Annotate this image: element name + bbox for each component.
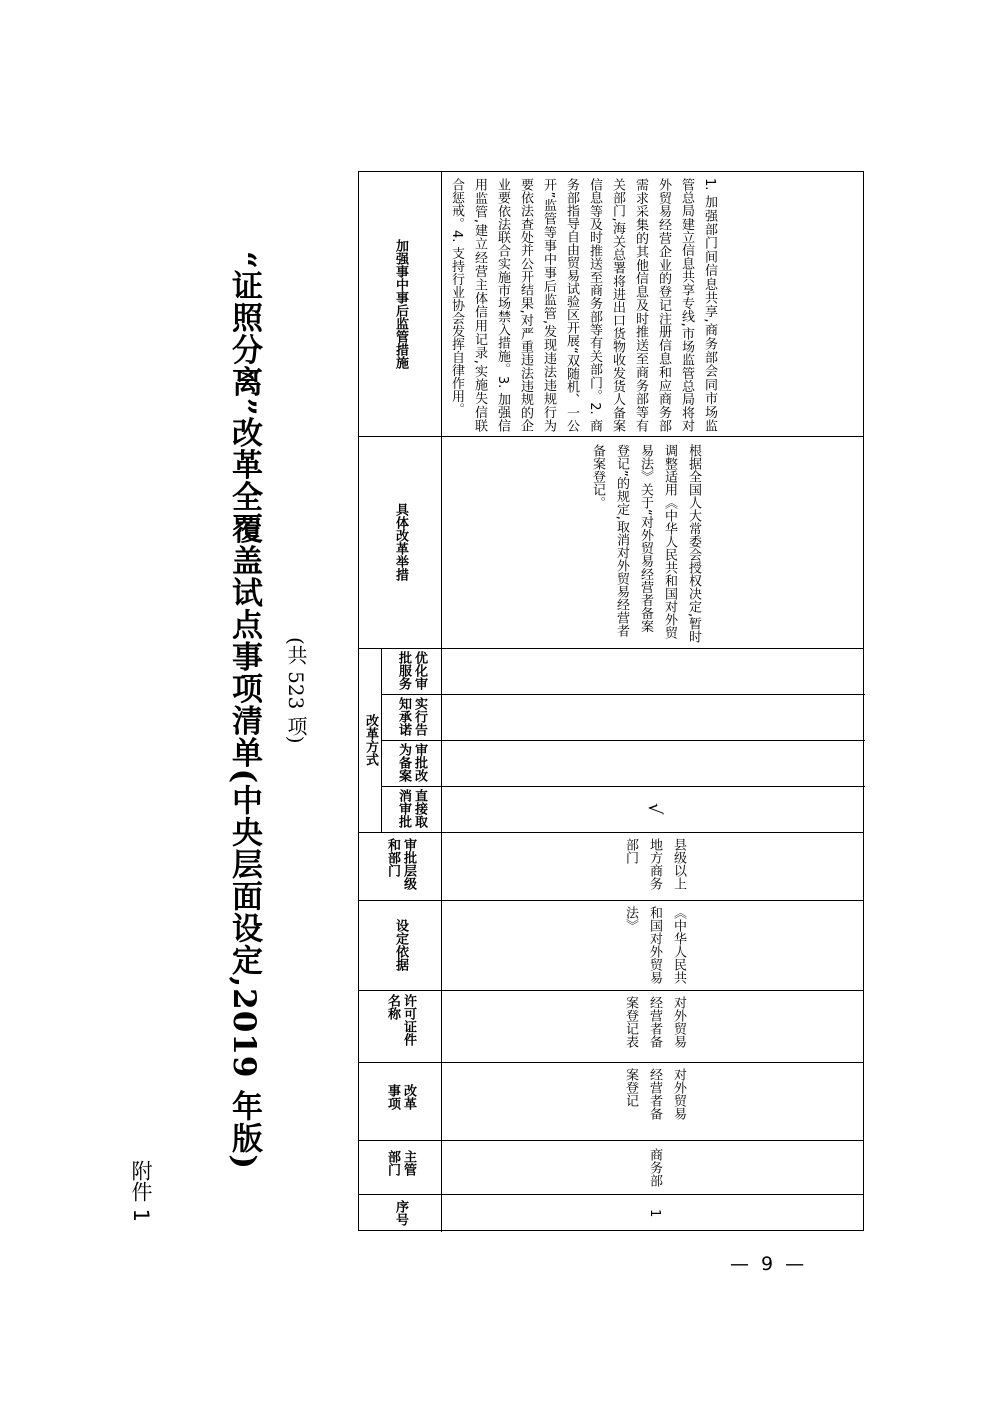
header-reform-method: 改革方式 [363,714,378,766]
header-measures: 具体改革举措 [393,503,408,581]
cell-method-cancel: √ [644,803,665,815]
header-serial: 序号 [393,1200,408,1226]
cell-approval-level: 县级以上地方商务部门 [623,838,686,890]
header-department: 主管部门 [385,1150,416,1176]
divider [441,740,865,741]
cell-permit-name: 对外贸易经营者备案登记表 [623,996,686,1048]
header-supervision: 加强事中事后监管措施 [393,239,408,369]
header-method-optimize: 优化审批服务 [396,651,427,690]
cell-measures: 根据全国人大常委会授权决定,暂时调整适用《中华人民共和国对外贸易法》关于“对外贸易经营者备案登记”的规定,取消对外贸易经营者备案登记。 [590,444,701,644]
header-method-record: 审批改为备案 [396,743,427,782]
page-title: “证照分离”改革全覆盖试点事项清单(中央层面设定,2019 年版) [226,250,262,1170]
header-permit-name: 许可证件名称 [385,994,416,1046]
divider [441,172,442,1232]
item-count: (共 523 项) [284,636,308,744]
cell-department: 商务部 [647,1148,662,1187]
cell-reform-item: 对外贸易经营者备案登记 [623,1068,686,1120]
attachment-label: 附件 1 [129,1160,153,1223]
cell-serial: 1 [647,1208,662,1218]
divider [441,694,865,695]
header-approval-level: 审批层级和部门 [385,838,416,890]
cell-supervision: 1. 加强部门间信息共享,商务部会同市场监管总局建立信息共享专线,市场监管总局将对外贸易经营企业的登记注册信息和应商务部需求采集的其他信息及时推送至商务部等有关部门,海关总署将进出口货物收发货人备案信息等及时推送至商务部等有关部门。2. 商务部指导自由贸易试验区开展“双随机、一公开”监管等事中事后监管,发现违法违规行为要依法查处并公开结果,对严重违法违规的企业要依法联合实施市场禁入措施。3. 加强信用监管,建立经营主体信用记录,实施失信联合惩戒。4. 支持行业协会发挥自律作用。 [449,178,717,432]
header-reform-item: 改革事项 [385,1084,416,1110]
reform-items-table [358,171,864,1231]
header-method-notify: 实行告知承诺 [396,697,427,736]
page-number: — 9 — [730,1253,808,1275]
header-legal-basis: 设定依据 [393,919,408,971]
header-method-cancel: 直接取消审批 [396,789,427,828]
cell-legal-basis: 《中华人民共和国对外贸易法》 [623,906,686,984]
